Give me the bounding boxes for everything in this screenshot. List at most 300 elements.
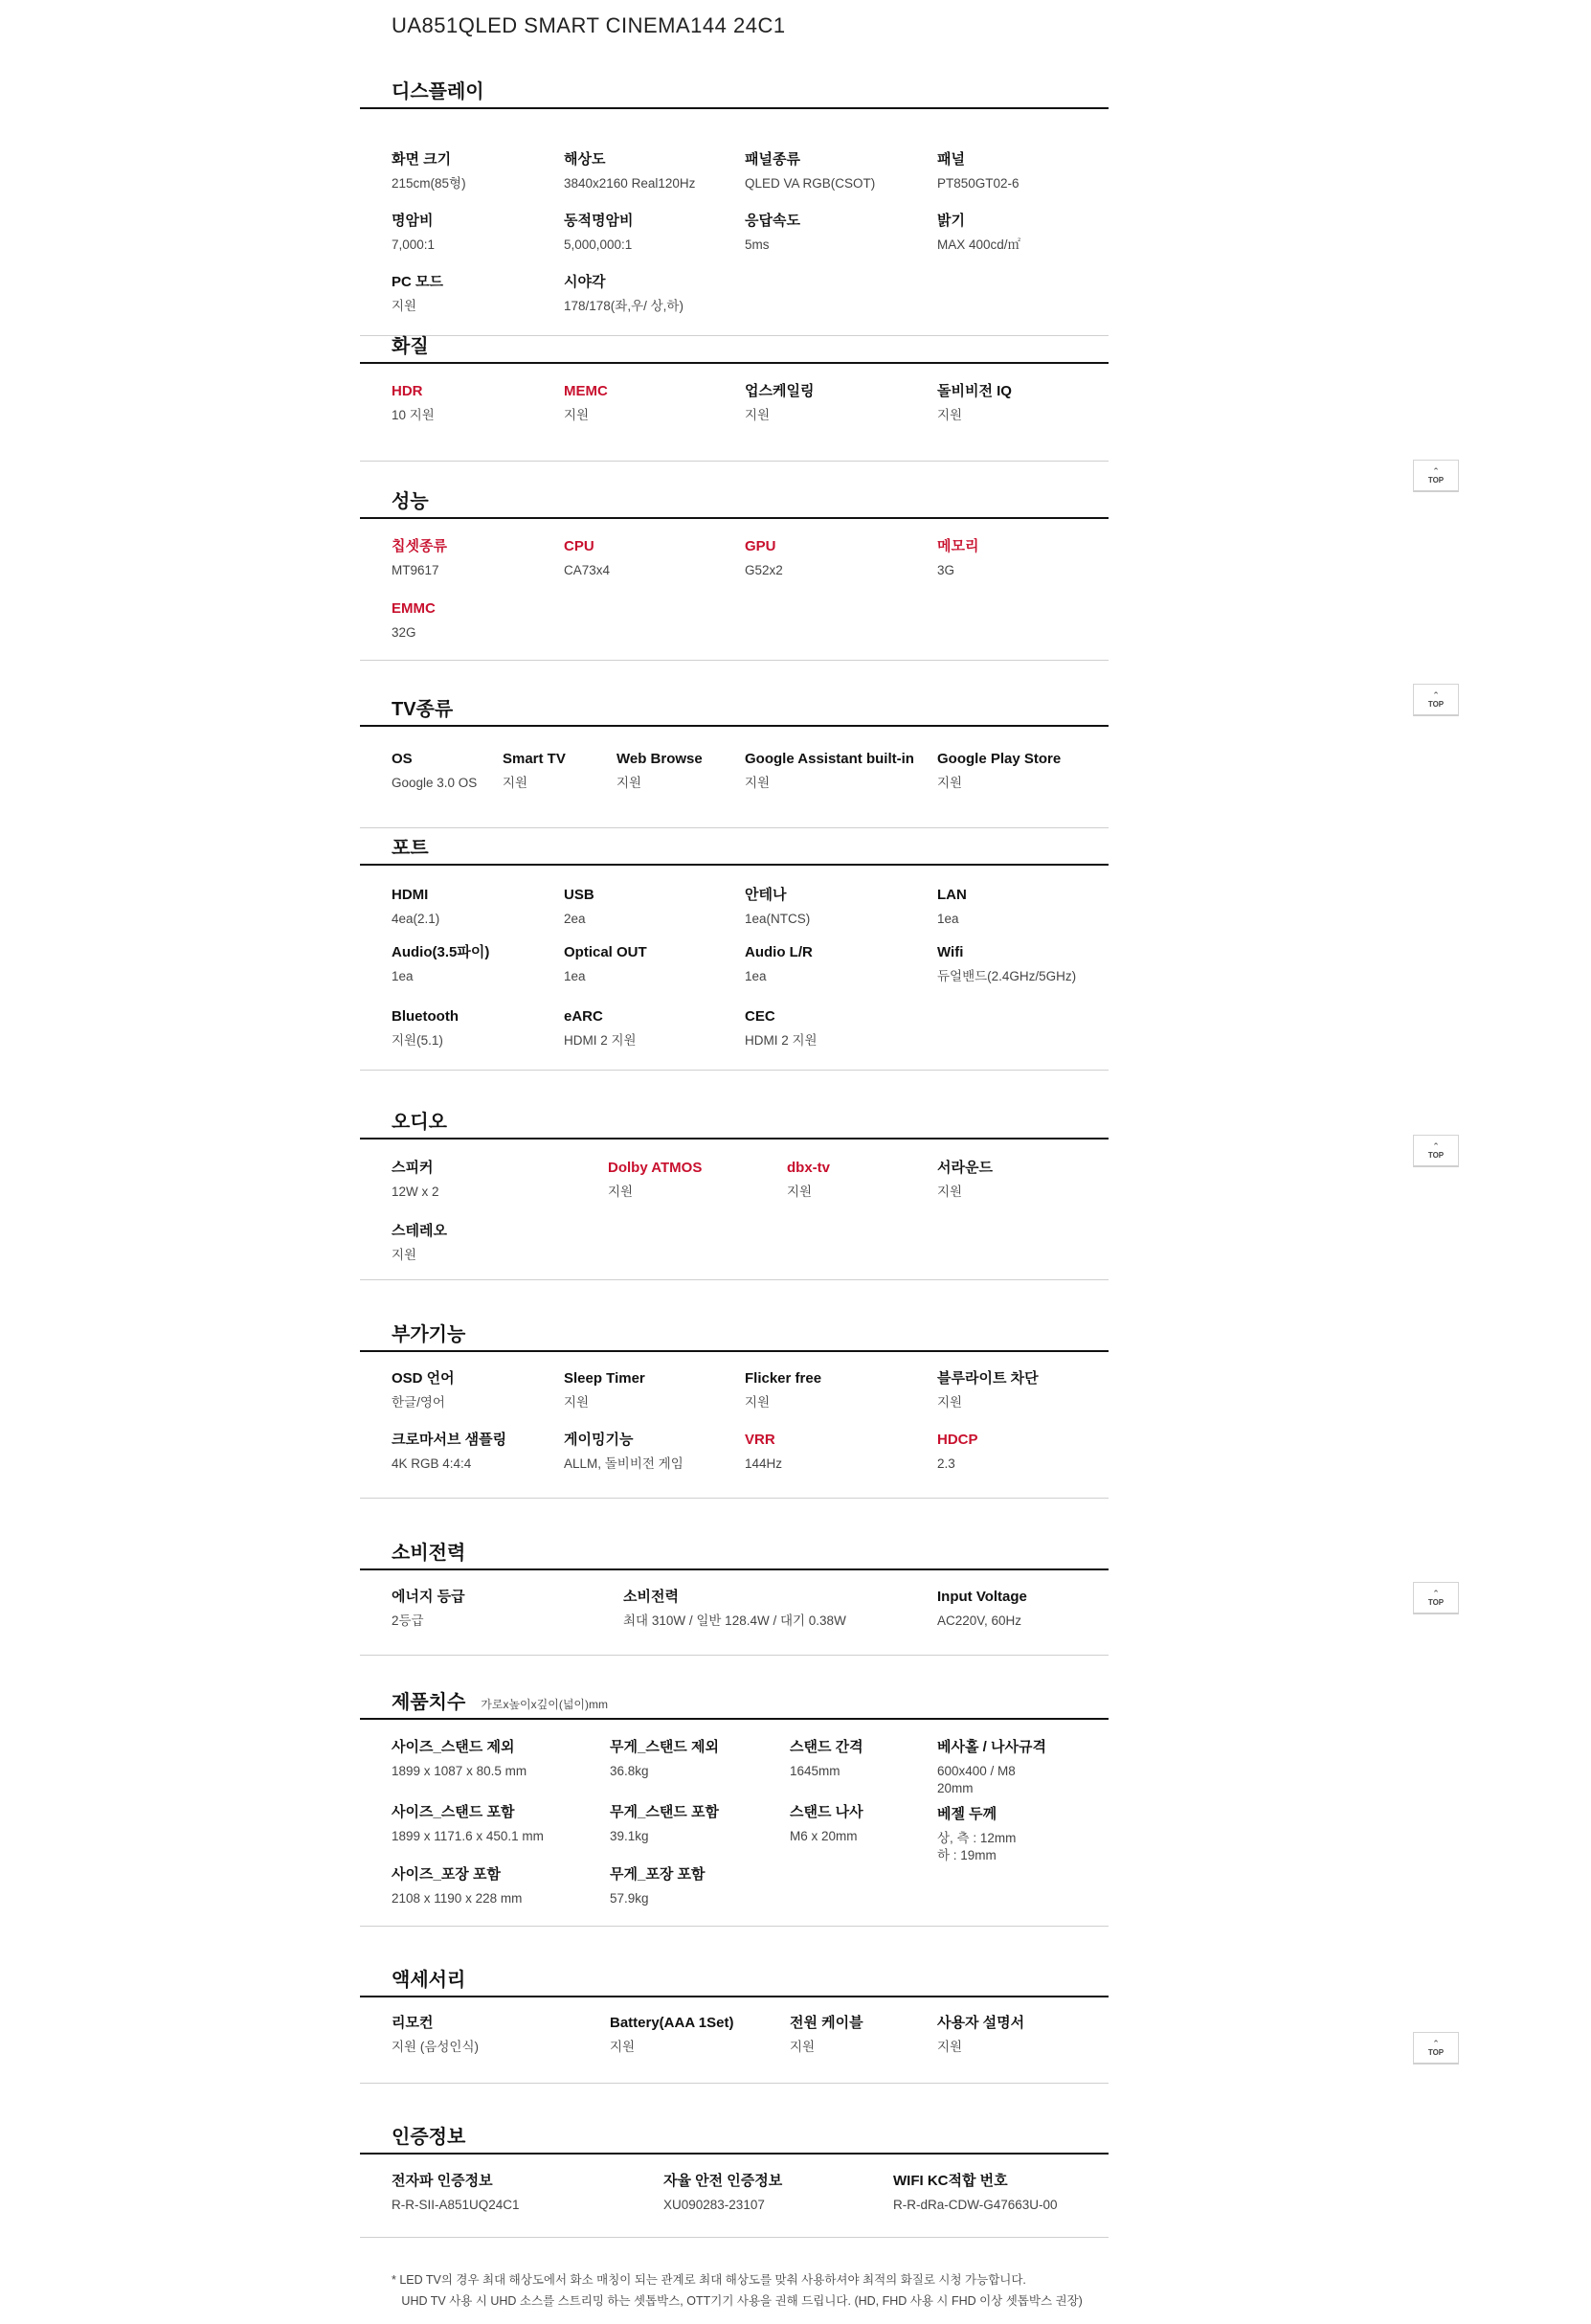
scroll-top-button[interactable]: [1413, 1135, 1459, 1167]
spec-value-line: 7,000:1: [392, 237, 436, 252]
spec-item: [893, 2172, 1058, 2214]
spec-label: 무게_스탠드 제외: [610, 1739, 719, 1755]
spec-label: CEC: [745, 1008, 775, 1025]
spec-label: Optical OUT: [564, 944, 647, 960]
scroll-top-button[interactable]: [1413, 684, 1459, 716]
scroll-top-label: TOP: [1427, 1598, 1445, 1607]
spec-item: [392, 150, 466, 192]
spec-label: Bluetooth: [392, 1008, 459, 1025]
scroll-top-button[interactable]: [1413, 2032, 1459, 2065]
spec-label: 스피커: [392, 1160, 434, 1176]
spec-value: [392, 2197, 520, 2214]
spec-label: 사이즈_스탠드 제외: [392, 1739, 515, 1755]
section-title-text: 성능: [392, 491, 429, 512]
section-title-text: 포트: [392, 838, 429, 859]
spec-value: [392, 562, 447, 579]
spec-section: [360, 324, 1109, 462]
spec-value: [937, 1184, 993, 1201]
spec-value: [937, 775, 1061, 792]
spec-value: [663, 2197, 782, 2214]
spec-value: [392, 237, 435, 254]
spec-item: [745, 1369, 821, 1411]
section-title-text: 부가기능: [392, 1324, 466, 1345]
spec-value-line: 1ea: [392, 969, 414, 983]
spec-value-line: 지원: [937, 1185, 963, 1199]
spec-label: dbx-tv: [787, 1160, 830, 1176]
spec-value: [392, 1247, 447, 1264]
spec-value-line: QLED VA RGB(CSOT): [745, 176, 876, 191]
spec-section: [360, 1099, 1109, 1280]
section-body: [360, 727, 1109, 828]
spec-value-line: 1ea: [937, 912, 959, 926]
spec-item: [392, 1588, 465, 1630]
spec-value-line: 1ea: [564, 969, 586, 983]
spec-value: [392, 968, 489, 985]
spec-value-line: G52x2: [745, 563, 783, 577]
spec-label: 패널: [937, 151, 965, 168]
spec-label: 칩셋종류: [392, 538, 447, 554]
spec-value-line: 지원: [503, 776, 528, 790]
spec-item: [937, 750, 1061, 792]
spec-value: [937, 911, 967, 928]
spec-value-line: 3840x2160 Real120Hz: [564, 176, 696, 191]
spec-value-line: 지원: [564, 408, 590, 422]
spec-value-line: MAX 400cd/㎡: [937, 237, 1021, 252]
spec-label: 사용자 설명서: [937, 2015, 1025, 2031]
spec-label: LAN: [937, 887, 967, 903]
spec-value-line: 지원 (음성인식): [392, 2040, 479, 2054]
spec-label: 안테나: [745, 887, 787, 903]
spec-label: 명암비: [392, 213, 434, 229]
spec-item: [392, 886, 439, 928]
spec-label: Sleep Timer: [564, 1370, 645, 1387]
spec-value: [392, 1613, 465, 1630]
spec-section: [360, 1312, 1109, 1499]
spec-label: Wifi: [937, 944, 964, 960]
spec-value: [745, 407, 814, 424]
spec-item: [392, 1159, 439, 1201]
spec-value-line: 하 : 19mm: [937, 1848, 997, 1862]
spec-label: Input Voltage: [937, 1589, 1027, 1605]
chevron-up-icon: ⌃: [1432, 2039, 1440, 2048]
section-title-text: 디스플레이: [392, 81, 484, 102]
spec-value-line: 12W x 2: [392, 1185, 439, 1199]
spec-item: [937, 943, 1076, 985]
section-title: [392, 1964, 465, 1992]
spec-value-line: 1645mm: [790, 1764, 840, 1778]
spec-item: [564, 537, 610, 579]
spec-value: [937, 1394, 1039, 1411]
section-header: [360, 1530, 1109, 1570]
spec-item: [937, 382, 1012, 424]
spec-label: USB: [564, 887, 594, 903]
section-subtitle: 가로x높이x깊이(넓이)mm: [481, 1698, 609, 1711]
spec-value-line: 지원: [937, 2040, 963, 2054]
spec-value: [392, 1828, 544, 1845]
spec-value-line: 215cm(85형): [392, 176, 466, 191]
spec-value-line: AC220V, 60Hz: [937, 1613, 1022, 1628]
spec-item: [564, 150, 695, 192]
spec-value-line: CA73x4: [564, 563, 611, 577]
spec-value-line: 2ea: [564, 912, 586, 926]
spec-label: 해상도: [564, 151, 606, 168]
spec-value: [564, 407, 608, 424]
spec-label: 시야각: [564, 274, 606, 290]
chevron-up-icon: ⌃: [1432, 466, 1440, 476]
spec-value: [564, 298, 683, 315]
spec-item: [937, 212, 1020, 254]
spec-item: [937, 1738, 1046, 1797]
spec-label: 밝기: [937, 213, 965, 229]
spec-value: [790, 1828, 863, 1845]
scroll-top-label: TOP: [1427, 476, 1445, 485]
spec-label: 스탠드 나사: [790, 1804, 863, 1820]
section-header: [360, 1099, 1109, 1139]
spec-label: 소비전력: [623, 1589, 679, 1605]
spec-value-line: 지원: [937, 1395, 963, 1410]
spec-value-line: 178/178(좌,우/ 상,하): [564, 299, 683, 313]
spec-label: 업스케일링: [745, 383, 815, 399]
section-header: [360, 69, 1109, 109]
spec-value: [392, 624, 436, 642]
spec-label: Battery(AAA 1Set): [610, 2015, 734, 2031]
spec-value-line: HDMI 2 지원: [745, 1033, 818, 1048]
spec-value: [937, 1763, 1046, 1797]
spec-label: 리모컨: [392, 2015, 434, 2031]
spec-label: 자율 안전 인증정보: [663, 2173, 783, 2189]
spec-section: [360, 687, 1109, 828]
spec-value-line: 상, 측 : 12mm: [937, 1831, 1017, 1845]
spec-value: [937, 968, 1076, 985]
spec-item: [392, 1369, 455, 1411]
spec-item: [745, 1431, 782, 1473]
spec-label: eARC: [564, 1008, 603, 1025]
spec-item: [937, 1805, 1016, 1864]
spec-value: [564, 968, 647, 985]
section-body: [360, 1997, 1109, 2084]
spec-item: [610, 2014, 733, 2056]
spec-value: [392, 1032, 459, 1049]
spec-label: CPU: [564, 538, 594, 554]
spec-item: [564, 943, 647, 985]
footnotes: [392, 2269, 1253, 2312]
section-body: [360, 109, 1109, 336]
section-title: [392, 485, 429, 513]
section-header: [360, 2114, 1109, 2155]
spec-value: [392, 1184, 439, 1201]
spec-item: [616, 750, 703, 792]
spec-value: [937, 1613, 1027, 1630]
spec-value-line: Google 3.0 OS: [392, 776, 478, 790]
spec-value: [745, 1455, 782, 1473]
spec-label: 전자파 인증정보: [392, 2173, 493, 2189]
spec-value-line: 지원: [745, 408, 771, 422]
spec-value-line: 1ea: [745, 969, 767, 983]
spec-label: Google Assistant built-in: [745, 751, 914, 767]
spec-value-line: 지원: [787, 1185, 813, 1199]
spec-value-line: 5,000,000:1: [564, 237, 633, 252]
spec-label: Flicker free: [745, 1370, 822, 1387]
spec-item: [564, 212, 633, 254]
spec-value: [503, 775, 566, 792]
section-title: [392, 693, 453, 721]
spec-value: [937, 237, 1020, 254]
spec-value: [610, 1763, 719, 1780]
spec-label: 무게_스탠드 포함: [610, 1804, 719, 1820]
spec-label: VRR: [745, 1432, 775, 1448]
spec-value-line: ALLM, 돌비비전 게임: [564, 1456, 683, 1471]
spec-value: [392, 298, 443, 315]
page-title: UA851QLED SMART CINEMA144 24C1: [392, 13, 786, 37]
spec-value-line: 4ea(2.1): [392, 912, 440, 926]
section-title: [392, 76, 484, 103]
section-title-text: TV종류: [392, 699, 454, 720]
spec-value: [564, 1394, 645, 1411]
spec-item: [745, 750, 914, 792]
spec-label: OSD 언어: [392, 1370, 455, 1387]
spec-item: [937, 1369, 1039, 1411]
section-header: [360, 825, 1109, 866]
spec-label: HDMI: [392, 887, 429, 903]
spec-label: 동적명암비: [564, 213, 634, 229]
chevron-up-icon: ⌃: [1432, 1141, 1440, 1151]
scroll-top-button[interactable]: [1413, 1582, 1459, 1614]
spec-value-line: 144Hz: [745, 1456, 783, 1471]
spec-item: [392, 1738, 527, 1780]
spec-value-line: 지원: [937, 408, 963, 422]
spec-value: [564, 1032, 637, 1049]
spec-item: [392, 1803, 544, 1845]
spec-item: [745, 212, 800, 254]
spec-label: 베젤 두께: [937, 1806, 997, 1822]
spec-item: [392, 750, 477, 792]
spec-item: [392, 1222, 447, 1264]
scroll-top-label: TOP: [1427, 700, 1445, 709]
spec-value-line: M6 x 20mm: [790, 1829, 858, 1843]
spec-value-line: 지원: [564, 1395, 590, 1410]
spec-item: [564, 886, 594, 928]
section-header: [360, 1312, 1109, 1352]
spec-value-line: MT9617: [392, 563, 439, 577]
spec-value: [608, 1184, 702, 1201]
spec-item: [937, 2014, 1024, 2056]
spec-item: [564, 382, 608, 424]
spec-section: [360, 479, 1109, 661]
section-body: [360, 1720, 1109, 1927]
spec-value: [564, 175, 695, 192]
spec-label: 화면 크기: [392, 151, 452, 168]
spec-value: [745, 1394, 821, 1411]
spec-item: [663, 2172, 782, 2214]
spec-item: [937, 1431, 978, 1473]
spec-value: [937, 407, 1012, 424]
spec-value-line: 2108 x 1190 x 228 mm: [392, 1891, 523, 1906]
chevron-up-icon: ⌃: [1432, 1589, 1440, 1598]
spec-label: 패널종류: [745, 151, 800, 168]
spec-value-line: 57.9kg: [610, 1891, 649, 1906]
section-header: [360, 687, 1109, 727]
section-header: [360, 479, 1109, 519]
section-title: [392, 832, 429, 860]
section-title-text: 제품치수: [392, 1692, 466, 1713]
spec-value-line: 최대 310W / 일반 128.4W / 대기 0.38W: [623, 1613, 846, 1628]
spec-item: [610, 1738, 719, 1780]
spec-value: [610, 1828, 719, 1845]
spec-item: [392, 212, 435, 254]
spec-item: [623, 1588, 846, 1630]
spec-value: [564, 911, 594, 928]
spec-section: [360, 1957, 1109, 2084]
spec-label: HDCP: [937, 1432, 978, 1448]
spec-item: [503, 750, 566, 792]
spec-label: EMMC: [392, 600, 436, 617]
section-body: [360, 519, 1109, 661]
spec-label: PC 모드: [392, 274, 443, 290]
spec-value-line: 지원: [392, 299, 417, 313]
spec-item: [790, 1803, 863, 1845]
spec-value: [790, 1763, 863, 1780]
spec-item: [610, 1803, 719, 1845]
section-title-text: 오디오: [392, 1112, 447, 1133]
section-body: [360, 866, 1109, 1071]
spec-item: [392, 382, 435, 424]
spec-value: [392, 1455, 506, 1473]
spec-value-line: R-R-SII-A851UQ24C1: [392, 2198, 520, 2212]
spec-label: OS: [392, 751, 413, 767]
spec-item: [745, 537, 783, 579]
chevron-up-icon: ⌃: [1432, 690, 1440, 700]
spec-item: [564, 1007, 637, 1049]
spec-value-line: 지원: [745, 776, 771, 790]
spec-value: [623, 1613, 846, 1630]
spec-label: 사이즈_포장 포함: [392, 1866, 501, 1883]
spec-value-line: 지원: [610, 2040, 636, 2054]
spec-value: [745, 775, 914, 792]
spec-value: [937, 2039, 1024, 2056]
spec-value: [745, 968, 813, 985]
spec-item: [745, 150, 875, 192]
spec-item: [937, 886, 967, 928]
spec-label: 서라운드: [937, 1160, 993, 1176]
spec-value: [745, 1032, 818, 1049]
section-title: [392, 1537, 465, 1565]
spec-value: [392, 407, 435, 424]
spec-label: Audio(3.5파이): [392, 944, 490, 960]
spec-section: [360, 1680, 1109, 1927]
spec-value-line: 4K RGB 4:4:4: [392, 1456, 472, 1471]
spec-label: 응답속도: [745, 213, 800, 229]
spec-label: 무게_포장 포함: [610, 1866, 706, 1883]
spec-value: [787, 1184, 830, 1201]
spec-label: Dolby ATMOS: [608, 1160, 703, 1176]
spec-item: [564, 1369, 645, 1411]
spec-value: [937, 562, 978, 579]
spec-value: [937, 175, 1020, 192]
spec-item: [392, 1007, 459, 1049]
spec-label: 사이즈_스탠드 포함: [392, 1804, 515, 1820]
spec-item: [392, 2172, 520, 2214]
spec-item: [392, 599, 436, 642]
section-title-text: 인증정보: [392, 2127, 466, 2148]
section-title: [392, 1686, 608, 1714]
spec-item: [392, 1431, 506, 1473]
spec-item: [937, 150, 1020, 192]
spec-item: [745, 1007, 818, 1049]
section-header: [360, 324, 1109, 364]
section-title: [392, 1319, 465, 1346]
spec-value-line: 지원(5.1): [392, 1033, 443, 1048]
spec-item: [937, 537, 978, 579]
spec-section: [360, 2114, 1109, 2238]
spec-value-line: R-R-dRa-CDW-G47663U-00: [893, 2198, 1058, 2212]
spec-value: [392, 2039, 479, 2056]
spec-value-line: 3G: [937, 563, 955, 577]
spec-label: Audio L/R: [745, 944, 813, 960]
spec-value: [745, 175, 875, 192]
spec-item: [937, 1588, 1027, 1630]
section-header: [360, 1680, 1109, 1720]
spec-item: [790, 2014, 863, 2056]
scroll-top-button[interactable]: [1413, 460, 1459, 492]
section-title: [392, 2121, 465, 2149]
footnote-line: UHD TV 사용 시 UHD 소스를 스트리밍 하는 셋톱박스, OTT기기 사용을 권해 드립니다. (HD, FHD 사용 시 FHD 이상 셋톱박스 권장): [392, 2294, 1083, 2308]
scroll-top-label: TOP: [1427, 1151, 1445, 1160]
spec-label: MEMC: [564, 383, 608, 399]
spec-value: [392, 175, 466, 192]
spec-value: [392, 775, 477, 792]
spec-value-line: 5ms: [745, 237, 770, 252]
spec-item: [392, 943, 489, 985]
section-header: [360, 1957, 1109, 1997]
spec-value: [392, 1763, 527, 1780]
spec-item: [564, 273, 683, 315]
section-body: [360, 1352, 1109, 1499]
spec-value: [392, 1394, 455, 1411]
spec-value-line: 지원: [937, 776, 963, 790]
spec-label: 블루라이트 차단: [937, 1370, 1039, 1387]
spec-item: [392, 1865, 522, 1907]
spec-value-line: 1899 x 1087 x 80.5 mm: [392, 1764, 527, 1778]
spec-label: 스탠드 간격: [790, 1739, 863, 1755]
section-body: [360, 2155, 1109, 2238]
spec-label: WIFI KC적합 번호: [893, 2173, 1008, 2189]
spec-label: 전원 케이블: [790, 2015, 863, 2031]
spec-label: 에너지 등급: [392, 1589, 465, 1605]
section-body: [360, 1570, 1109, 1656]
section-title-text: 소비전력: [392, 1543, 466, 1564]
spec-value-line: 600x400 / M8: [937, 1764, 1016, 1778]
section-body: [360, 1139, 1109, 1280]
spec-value-line: 36.8kg: [610, 1764, 649, 1778]
spec-value-line: 20mm: [937, 1781, 974, 1795]
spec-value-line: 39.1kg: [610, 1829, 649, 1843]
spec-label: Web Browse: [616, 751, 703, 767]
spec-item: [392, 2014, 479, 2056]
spec-item: [564, 1431, 683, 1473]
spec-item: [392, 273, 443, 315]
spec-item: [745, 886, 810, 928]
spec-value-line: 지원: [745, 1395, 771, 1410]
spec-label: 베사홀 / 나사규격: [937, 1739, 1046, 1755]
section-title-text: 액세서리: [392, 1970, 466, 1991]
spec-section: [360, 69, 1109, 336]
section-title-text: 화질: [392, 336, 429, 357]
spec-value-line: 한글/영어: [392, 1395, 445, 1410]
spec-value-line: XU090283-23107: [663, 2198, 765, 2212]
spec-item: [745, 943, 813, 985]
spec-label: 스테레오: [392, 1223, 447, 1239]
section-title: [392, 1106, 447, 1134]
